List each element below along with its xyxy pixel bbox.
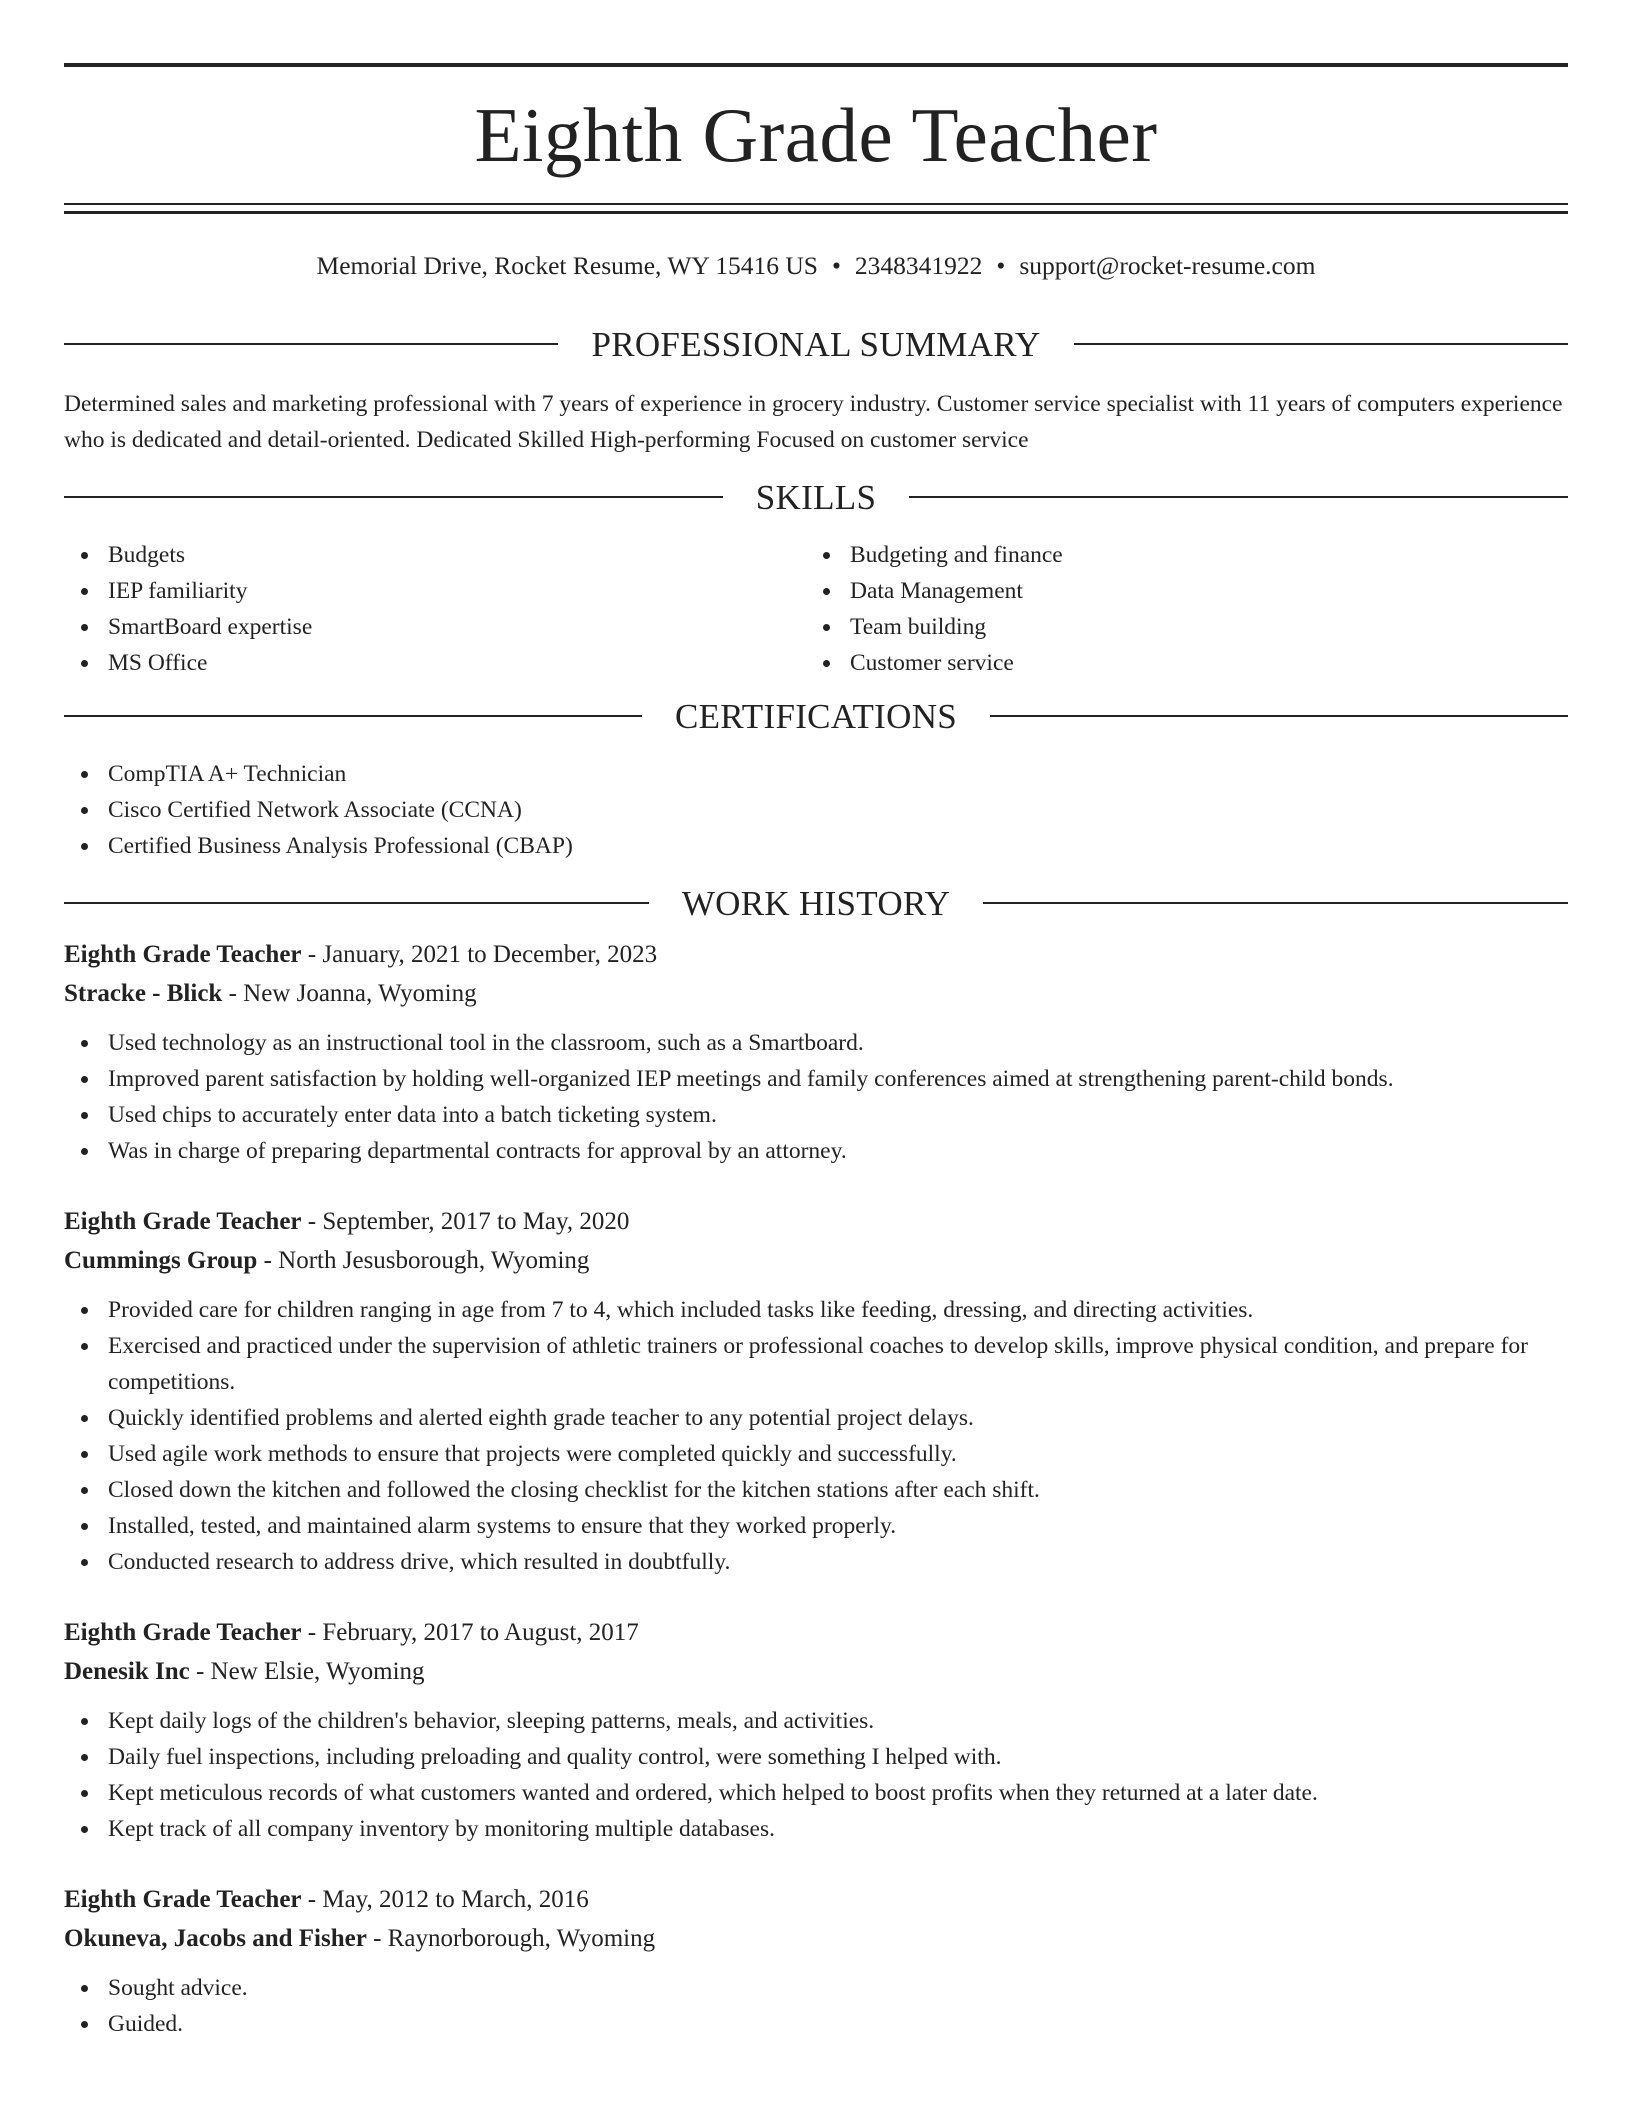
job-bullets <box>64 1703 1568 1847</box>
resume-name: Eighth Grade Teacher <box>474 92 1158 178</box>
job-bullets <box>64 1292 1568 1580</box>
contact-email: support@rocket-resume.com <box>1019 251 1316 280</box>
skill-item: Data Management <box>806 573 1548 609</box>
job-bullet: Sought advice. <box>64 1970 1568 2006</box>
job-company-line <box>64 974 1568 1013</box>
job-location: New Elsie, Wyoming <box>210 1657 425 1685</box>
job-company: Denesik Inc <box>64 1657 190 1685</box>
job-company-line <box>64 1241 1568 1280</box>
job-title-line <box>64 1613 1568 1652</box>
certifications-title: CERTIFICATIONS <box>674 696 958 736</box>
job-dash: - <box>301 1207 323 1235</box>
skill-item: Budgets <box>64 537 806 573</box>
job-entry <box>64 1880 1568 2042</box>
job-bullet: Closed down the kitchen and followed the closing checklist for the kitchen stations after each shift. <box>64 1472 1568 1508</box>
job-bullet: Conducted research to address drive, which resulted in doubtfully. <box>64 1544 1568 1580</box>
job-dash: - <box>366 1924 388 1952</box>
job-location: New Joanna, Wyoming <box>243 979 477 1007</box>
contact-phone: 2348341922 <box>854 251 983 280</box>
skills-list-left <box>64 537 806 681</box>
job-title-line <box>64 1880 1568 1919</box>
heading-rule-left <box>64 496 723 498</box>
resume-page <box>64 0 1568 2042</box>
skill-item: SmartBoard expertise <box>64 609 806 645</box>
work-heading <box>64 883 1568 923</box>
job-dash: - <box>222 979 244 1007</box>
job-bullets <box>64 1025 1568 1169</box>
job-dash: - <box>301 1885 323 1913</box>
job-bullet: Exercised and practiced under the supervision of athletic trainers or professional coaches to develop skills, improve physical condition, and prepare for competitions. <box>64 1328 1568 1400</box>
certifications-heading <box>64 696 1568 736</box>
skills-heading <box>64 477 1568 517</box>
summary-text: Determined sales and marketing professional with 7 years of experience in grocery industry. Customer service specialist with 11 years of computers experience who is dedicated and detail-oriented. Dedicated Skilled High-performing Focused on customer service <box>64 390 1563 453</box>
job-entry <box>64 1202 1568 1580</box>
job-bullet: Guided. <box>64 2006 1568 2042</box>
skill-item: MS Office <box>64 645 806 681</box>
job-company: Stracke - Blick <box>64 979 223 1007</box>
job-dash: - <box>257 1246 279 1274</box>
job-company: Cummings Group <box>64 1246 258 1274</box>
job-bullet: Improved parent satisfaction by holding well-organized IEP meetings and family conferences aimed at strengthening parent-child bonds. <box>64 1061 1568 1097</box>
job-company-line <box>64 1652 1568 1691</box>
work-title: WORK HISTORY <box>681 883 951 923</box>
job-company-line <box>64 1919 1568 1958</box>
heading-rule-left <box>64 902 649 904</box>
job-location: North Jesusborough, Wyoming <box>278 1246 590 1274</box>
certifications-list <box>64 756 1568 864</box>
job-dash: - <box>301 940 323 968</box>
job-bullet: Provided care for children ranging in age from 7 to 4, which included tasks like feeding, dressing, and directing activities. <box>64 1292 1568 1328</box>
job-company: Okuneva, Jacobs and Fisher <box>64 1924 367 1952</box>
contact-address: Memorial Drive, Rocket Resume, WY 15416 US <box>316 251 818 280</box>
job-title-line <box>64 935 1568 974</box>
skill-item: Budgeting and finance <box>806 537 1548 573</box>
heading-rule-right <box>1074 343 1568 345</box>
certification-item: Certified Business Analysis Professional (CBAP) <box>64 828 1568 864</box>
contact-separator: • <box>831 251 841 280</box>
job-location: Raynorborough, Wyoming <box>387 1924 656 1952</box>
contact-separator: • <box>996 251 1006 280</box>
job-dates: January, 2021 to December, 2023 <box>322 940 658 968</box>
job-bullet: Used technology as an instructional tool in the classroom, such as a Smartboard. <box>64 1025 1568 1061</box>
job-bullet: Installed, tested, and maintained alarm systems to ensure that they worked properly. <box>64 1508 1568 1544</box>
job-bullet: Kept daily logs of the children's behavior, sleeping patterns, meals, and activities. <box>64 1703 1568 1739</box>
skill-item: IEP familiarity <box>64 573 806 609</box>
skills-list-right <box>806 537 1548 681</box>
job-bullet: Used agile work methods to ensure that projects were completed quickly and successfully. <box>64 1436 1568 1472</box>
job-entry <box>64 1613 1568 1847</box>
job-bullet: Used chips to accurately enter data into a batch ticketing system. <box>64 1097 1568 1133</box>
summary-heading <box>64 324 1568 364</box>
job-dates: September, 2017 to May, 2020 <box>322 1207 630 1235</box>
heading-rule-right <box>983 902 1568 904</box>
heading-rule-right <box>990 715 1568 717</box>
job-role: Eighth Grade Teacher <box>64 940 302 968</box>
header-rule-2 <box>64 211 1568 214</box>
heading-rule-left <box>64 715 642 717</box>
contact-line <box>64 251 1568 282</box>
job-role: Eighth Grade Teacher <box>64 1885 302 1913</box>
job-bullet: Kept meticulous records of what customers wanted and ordered, which helped to boost profits when they returned at a later date. <box>64 1775 1568 1811</box>
job-role: Eighth Grade Teacher <box>64 1618 302 1646</box>
skill-item: Customer service <box>806 645 1548 681</box>
heading-rule-right <box>909 496 1568 498</box>
job-dash: - <box>189 1657 211 1685</box>
skill-item: Team building <box>806 609 1548 645</box>
skills-title: SKILLS <box>755 477 877 517</box>
job-bullet: Was in charge of preparing departmental contracts for approval by an attorney. <box>64 1133 1568 1169</box>
summary-title: PROFESSIONAL SUMMARY <box>591 324 1041 364</box>
job-bullets <box>64 1970 1568 2042</box>
job-dates: May, 2012 to March, 2016 <box>322 1885 589 1913</box>
job-title-line <box>64 1202 1568 1241</box>
job-bullet: Daily fuel inspections, including preloading and quality control, were something I helped with. <box>64 1739 1568 1775</box>
job-dates: February, 2017 to August, 2017 <box>322 1618 639 1646</box>
certification-item: CompTIA A+ Technician <box>64 756 1568 792</box>
job-role: Eighth Grade Teacher <box>64 1207 302 1235</box>
job-bullet: Kept track of all company inventory by monitoring multiple databases. <box>64 1811 1568 1847</box>
job-entry <box>64 935 1568 1169</box>
job-dash: - <box>301 1618 323 1646</box>
certification-item: Cisco Certified Network Associate (CCNA) <box>64 792 1568 828</box>
heading-rule-left <box>64 343 558 345</box>
job-bullet: Quickly identified problems and alerted eighth grade teacher to any potential project delays. <box>64 1400 1568 1436</box>
skills-grid <box>64 537 1568 681</box>
